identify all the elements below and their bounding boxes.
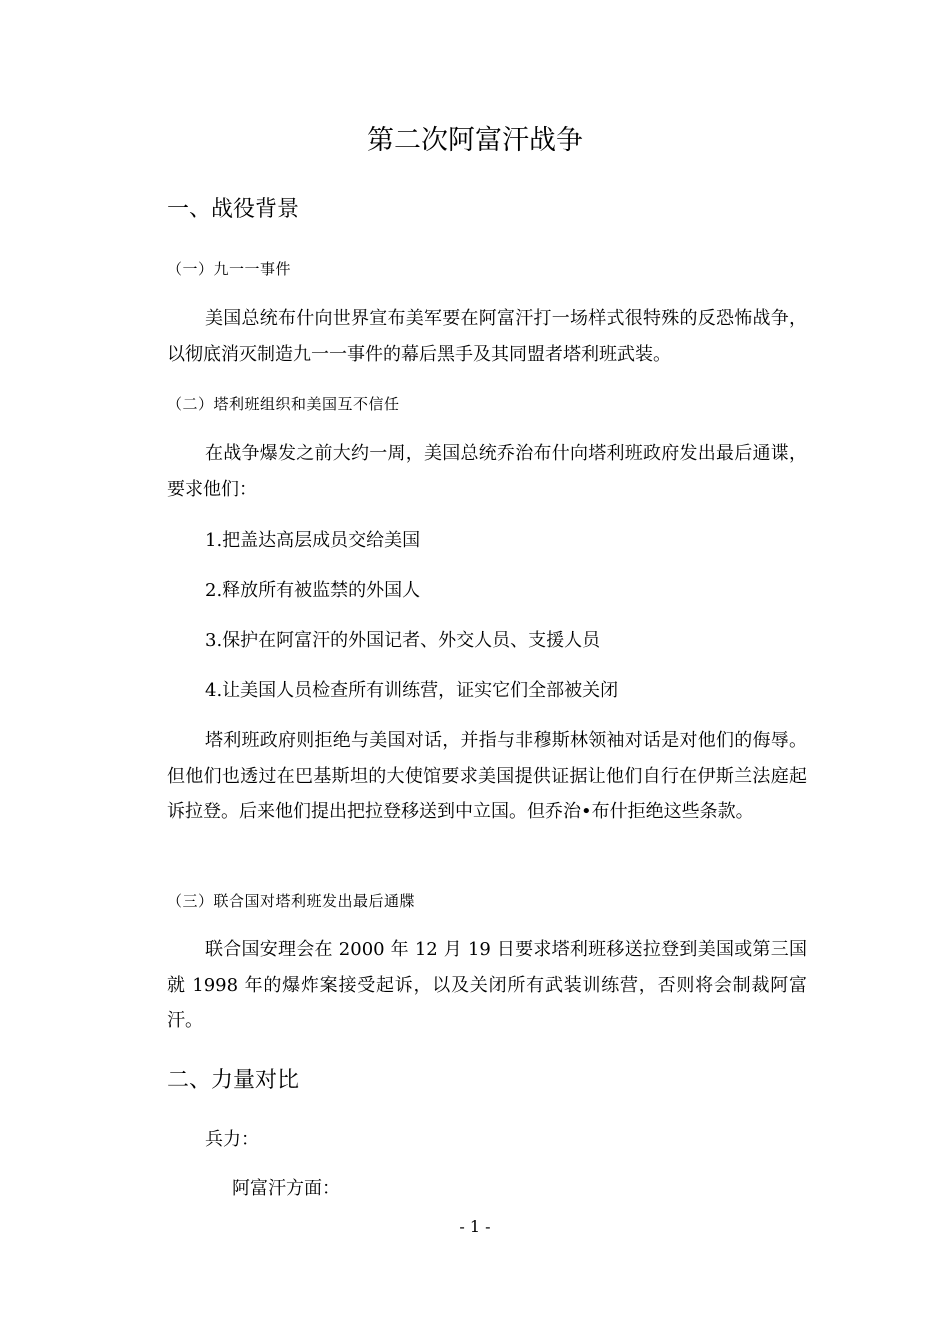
page-number: - 1 -: [459, 1217, 491, 1236]
section-heading-background: 一、战役背景: [167, 197, 300, 222]
paragraph-911: 美国总统布什向世界宣布美军要在阿富汗打一场样式很特殊的反恐怖战争，以彻底消灭制造九一一事件的幕后黑手及其同盟者塔利班武装。: [167, 308, 807, 365]
list-item: 3.保护在阿富汗的外国记者、外交人员、支援人员: [205, 630, 601, 651]
subheading-mistrust: （二）塔利班组织和美国互不信任: [167, 395, 400, 413]
subheading-911: （一）九一一事件: [167, 260, 292, 278]
page-title: 第二次阿富汗战争: [367, 125, 583, 156]
paragraph-ultimatum: 在战争爆发之前大约一周，美国总统乔治布什向塔利班政府发出最后通谍，要求他们：: [167, 443, 807, 500]
subheading-un-ultimatum: （三）联合国对塔利班发出最后通牒: [167, 892, 416, 910]
list-item: 4.让美国人员检查所有训练营，证实它们全部被关闭: [205, 680, 619, 701]
section-heading-forces: 二、力量对比: [167, 1068, 300, 1093]
paragraph-un-ultimatum: 联合国安理会在 2000 年 12 月 19 日要求塔利班移送拉登到美国或第三国就 1998 年的爆炸案接受起诉，以及关闭所有武装训练营，否则将会制裁阿富汗。: [167, 939, 807, 1031]
list-item: 1.把盖达高层成员交给美国: [205, 530, 421, 551]
forces-label: 兵力：: [205, 1129, 259, 1150]
list-item: 2.释放所有被监禁的外国人: [205, 580, 421, 601]
paragraph-taliban-response: 塔利班政府则拒绝与美国对话，并指与非穆斯林领袖对话是对他们的侮辱。但他们也透过在巴基斯坦的大使馆要求美国提供证据让他们自行在伊斯兰法庭起诉拉登。后来他们提出把拉登移送到中立国。但乔治•布什拒绝这些条款。: [167, 730, 807, 822]
afghan-side-label: 阿富汗方面：: [232, 1178, 340, 1199]
